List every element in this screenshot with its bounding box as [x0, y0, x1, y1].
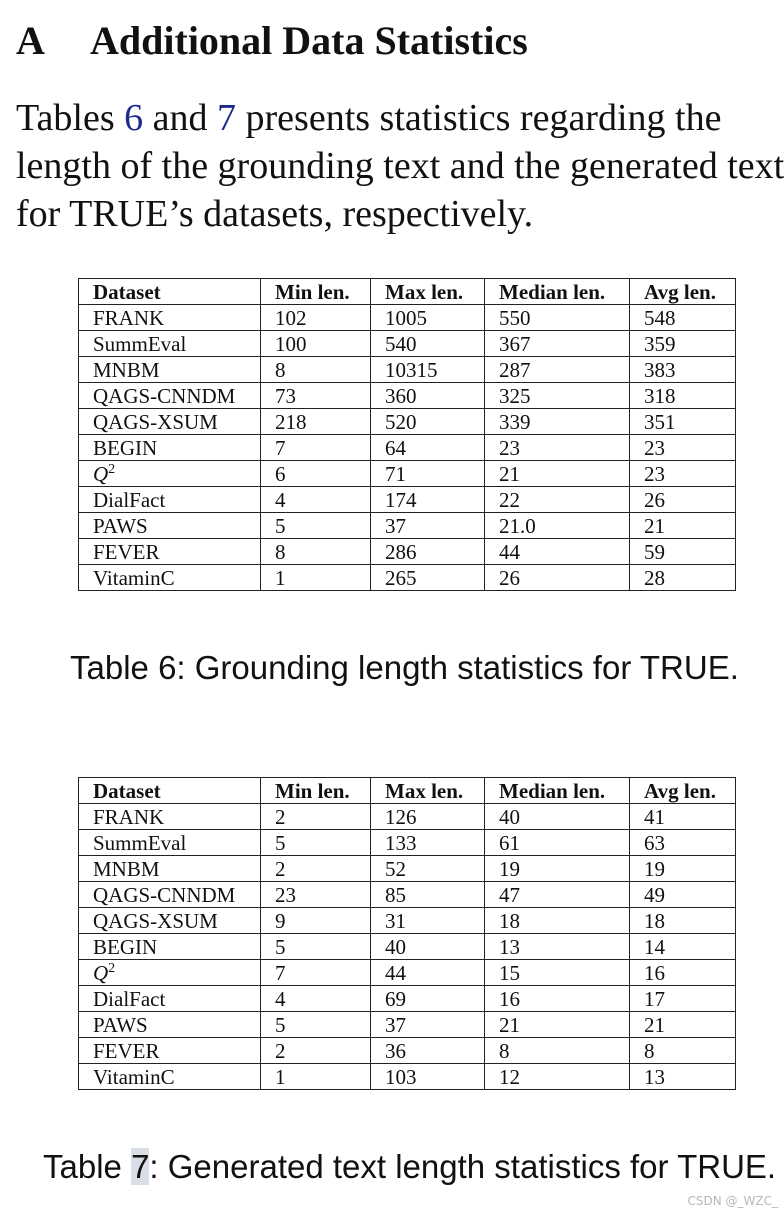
stat-cell: 21 — [485, 461, 630, 487]
stat-cell: 1 — [261, 565, 371, 591]
dataset-name-cell: FRANK — [79, 305, 261, 331]
stat-cell: 23 — [630, 435, 736, 461]
stat-cell: 19 — [485, 856, 630, 882]
column-header: Dataset — [79, 778, 261, 804]
stat-cell: 40 — [371, 934, 485, 960]
table-7-caption — [43, 1147, 776, 1187]
superscript: 2 — [108, 461, 116, 477]
paragraph-line-2: length of the grounding text and the generated text — [16, 145, 784, 187]
stat-cell: 64 — [371, 435, 485, 461]
dataset-name-cell: SummEval — [79, 830, 261, 856]
dataset-name-cell: MNBM — [79, 856, 261, 882]
stat-cell: 13 — [485, 934, 630, 960]
table-row — [79, 461, 736, 487]
stat-cell: 13 — [630, 1064, 736, 1090]
dataset-name-cell: QAGS-XSUM — [79, 409, 261, 435]
table-header-row — [79, 279, 736, 305]
dataset-name-cell: BEGIN — [79, 934, 261, 960]
stat-cell: 2 — [261, 856, 371, 882]
caption-text: : Grounding length statistics for TRUE. — [176, 649, 739, 686]
table-row — [79, 804, 736, 830]
superscript: 2 — [108, 960, 116, 976]
stat-cell: 69 — [371, 986, 485, 1012]
stat-cell: 61 — [485, 830, 630, 856]
stat-cell: 28 — [630, 565, 736, 591]
stat-cell: 6 — [261, 461, 371, 487]
stat-cell: 359 — [630, 331, 736, 357]
stat-cell: 8 — [630, 1038, 736, 1064]
dataset-name-cell: QAGS-XSUM — [79, 908, 261, 934]
stat-cell: 21 — [630, 1012, 736, 1038]
dataset-name-cell: PAWS — [79, 513, 261, 539]
stat-cell: 85 — [371, 882, 485, 908]
dataset-name-cell: SummEval — [79, 331, 261, 357]
column-header: Median len. — [485, 279, 630, 305]
stat-cell: 44 — [371, 960, 485, 986]
stat-cell: 2 — [261, 1038, 371, 1064]
stat-cell: 10315 — [371, 357, 485, 383]
stat-cell: 26 — [485, 565, 630, 591]
caption-text: : Generated text length statistics for TRUE. — [149, 1148, 777, 1185]
dataset-name-cell — [79, 960, 261, 986]
column-header: Min len. — [261, 778, 371, 804]
column-header: Dataset — [79, 279, 261, 305]
stat-cell: 49 — [630, 882, 736, 908]
table-row — [79, 539, 736, 565]
stat-cell: 8 — [261, 539, 371, 565]
stat-cell: 286 — [371, 539, 485, 565]
stat-cell: 31 — [371, 908, 485, 934]
stat-cell: 71 — [371, 461, 485, 487]
stat-cell: 102 — [261, 305, 371, 331]
stat-cell: 550 — [485, 305, 630, 331]
paragraph-text: and — [143, 97, 218, 139]
table-row — [79, 357, 736, 383]
stat-cell: 23 — [261, 882, 371, 908]
table-row — [79, 331, 736, 357]
stat-cell: 265 — [371, 565, 485, 591]
stat-cell: 23 — [485, 435, 630, 461]
dataset-name-cell: PAWS — [79, 1012, 261, 1038]
section-heading — [16, 14, 528, 68]
dataset-name-cell — [79, 461, 261, 487]
stat-cell: 22 — [485, 487, 630, 513]
stat-cell: 59 — [630, 539, 736, 565]
table-row — [79, 383, 736, 409]
stat-cell: 318 — [630, 383, 736, 409]
stat-cell: 21 — [630, 513, 736, 539]
table-6-caption — [70, 648, 739, 688]
stat-cell: 100 — [261, 331, 371, 357]
dataset-name-cell: DialFact — [79, 487, 261, 513]
table-row — [79, 1012, 736, 1038]
stat-cell: 5 — [261, 513, 371, 539]
column-header: Avg len. — [630, 279, 736, 305]
stat-cell: 7 — [261, 435, 371, 461]
stat-cell: 5 — [261, 830, 371, 856]
caption-number: 6 — [158, 649, 177, 686]
stat-cell: 19 — [630, 856, 736, 882]
stat-cell: 5 — [261, 1012, 371, 1038]
q2-dataset-label — [93, 462, 115, 486]
stat-cell: 73 — [261, 383, 371, 409]
stat-cell: 37 — [371, 513, 485, 539]
dataset-name-cell: VitaminC — [79, 565, 261, 591]
dataset-name-cell: FRANK — [79, 804, 261, 830]
stat-cell: 21.0 — [485, 513, 630, 539]
table-7-reference-link[interactable]: 7 — [217, 97, 237, 139]
stat-cell: 367 — [485, 331, 630, 357]
stat-cell: 1005 — [371, 305, 485, 331]
stat-cell: 520 — [371, 409, 485, 435]
stat-cell: 7 — [261, 960, 371, 986]
table-6-reference-link[interactable]: 6 — [124, 97, 144, 139]
dataset-name-cell: DialFact — [79, 986, 261, 1012]
caption-number-highlighted: 7 — [131, 1148, 150, 1185]
dataset-name-cell: VitaminC — [79, 1064, 261, 1090]
stat-cell: 26 — [630, 487, 736, 513]
stat-cell: 21 — [485, 1012, 630, 1038]
column-header: Median len. — [485, 778, 630, 804]
stat-cell: 23 — [630, 461, 736, 487]
stat-cell: 36 — [371, 1038, 485, 1064]
stat-cell: 9 — [261, 908, 371, 934]
stat-cell: 18 — [630, 908, 736, 934]
table-row — [79, 856, 736, 882]
table-row — [79, 960, 736, 986]
stat-cell: 40 — [485, 804, 630, 830]
stat-cell: 103 — [371, 1064, 485, 1090]
stat-cell: 548 — [630, 305, 736, 331]
dataset-name-cell: FEVER — [79, 539, 261, 565]
stat-cell: 360 — [371, 383, 485, 409]
stat-cell: 44 — [485, 539, 630, 565]
stat-cell: 133 — [371, 830, 485, 856]
dataset-name-cell: QAGS-CNNDM — [79, 882, 261, 908]
q2-dataset-label — [93, 961, 115, 985]
table-row — [79, 435, 736, 461]
stat-cell: 52 — [371, 856, 485, 882]
table-row — [79, 882, 736, 908]
stat-cell: 14 — [630, 934, 736, 960]
stat-cell: 325 — [485, 383, 630, 409]
stat-cell: 37 — [371, 1012, 485, 1038]
intro-paragraph — [16, 94, 784, 238]
stat-cell: 383 — [630, 357, 736, 383]
table-row — [79, 934, 736, 960]
stat-cell: 47 — [485, 882, 630, 908]
paragraph-line-3: for TRUE’s datasets, respectively. — [16, 193, 534, 235]
stat-cell: 174 — [371, 487, 485, 513]
column-header: Max len. — [371, 279, 485, 305]
stat-cell: 8 — [261, 357, 371, 383]
column-header: Max len. — [371, 778, 485, 804]
dataset-name-cell: QAGS-CNNDM — [79, 383, 261, 409]
table-row — [79, 1038, 736, 1064]
stat-cell: 16 — [630, 960, 736, 986]
table-row — [79, 986, 736, 1012]
dataset-name-cell: MNBM — [79, 357, 261, 383]
watermark: CSDN @_WZC_ — [687, 1194, 778, 1208]
stat-cell: 4 — [261, 986, 371, 1012]
table-header-row — [79, 778, 736, 804]
section-title: Additional Data Statistics — [90, 18, 528, 63]
column-header: Avg len. — [630, 778, 736, 804]
table-row — [79, 305, 736, 331]
table-row — [79, 513, 736, 539]
stat-cell: 16 — [485, 986, 630, 1012]
stat-cell: 287 — [485, 357, 630, 383]
dataset-name-cell: FEVER — [79, 1038, 261, 1064]
caption-prefix: Table — [70, 649, 159, 686]
stat-cell: 2 — [261, 804, 371, 830]
stat-cell: 5 — [261, 934, 371, 960]
paragraph-text: Tables — [16, 97, 125, 139]
q-letter: Q — [93, 960, 109, 985]
stat-cell: 126 — [371, 804, 485, 830]
paragraph-text: presents statistics regarding the — [236, 97, 722, 139]
q-letter: Q — [93, 461, 109, 486]
table-row — [79, 409, 736, 435]
stat-cell: 63 — [630, 830, 736, 856]
stat-cell: 351 — [630, 409, 736, 435]
caption-prefix: Table — [43, 1148, 132, 1185]
table-row — [79, 487, 736, 513]
stat-cell: 12 — [485, 1064, 630, 1090]
stat-cell: 218 — [261, 409, 371, 435]
stat-cell: 17 — [630, 986, 736, 1012]
paragraph-line-1 — [16, 94, 784, 142]
stat-cell: 41 — [630, 804, 736, 830]
stat-cell: 15 — [485, 960, 630, 986]
column-header: Min len. — [261, 279, 371, 305]
stat-cell: 4 — [261, 487, 371, 513]
stat-cell: 339 — [485, 409, 630, 435]
stat-cell: 18 — [485, 908, 630, 934]
stat-cell: 1 — [261, 1064, 371, 1090]
table-row — [79, 565, 736, 591]
stat-cell: 540 — [371, 331, 485, 357]
table-row — [79, 908, 736, 934]
dataset-name-cell: BEGIN — [79, 435, 261, 461]
grounding-length-table — [78, 278, 736, 591]
generated-text-length-table — [78, 777, 736, 1090]
table-row — [79, 1064, 736, 1090]
table-row — [79, 830, 736, 856]
section-number: A — [16, 18, 45, 63]
stat-cell: 8 — [485, 1038, 630, 1064]
